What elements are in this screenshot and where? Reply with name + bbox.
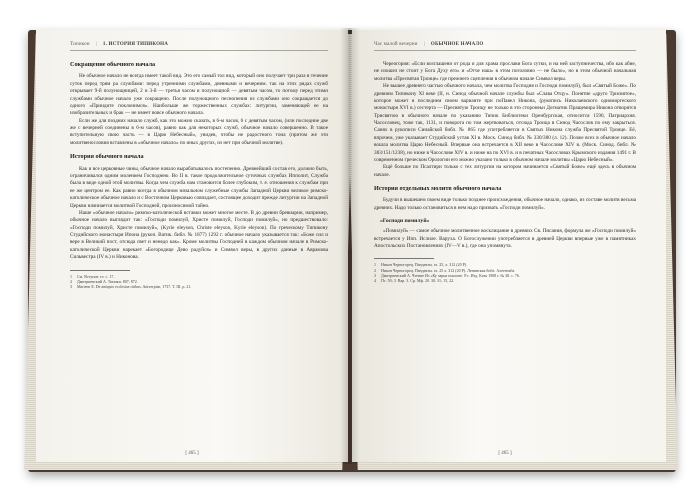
footnote-number: 1 [374, 262, 376, 268]
footnotes [374, 262, 636, 284]
footnote-text: Дмитриевский А. Чтение Из «Ку зарьи поклоне. Р.с. Изд. Катк 1908 г. № 38. с. 76. [381, 273, 520, 279]
running-head-book: Типикон [70, 42, 90, 47]
section-heading: История обычного начала [70, 153, 144, 161]
section-heading: Сокращение обычного начала [70, 61, 156, 68]
footnote-text: Дмитриевский А. Типики. 807, 872. [77, 278, 138, 284]
page-number: [ 465 ] [185, 451, 199, 456]
footnote-text: Пс. 50; 3. Вар. 3. Ср. Мф. 20. 30, 31; 15, 22. [381, 278, 455, 284]
running-head-section: Час малой вечерни [374, 42, 418, 47]
right-running-head [374, 42, 636, 51]
paragraph: «Помилуй» — самое обычное молитвенное восклицание в древних Св. Писания, формула же «Господи помилуй» встречается у Ипп. Ислиле. Варуха. О Богослужении употребляется в древней Церкви впервые уже в памятниках Апостольских Постановлениях (IV—V в.), где она упомянута. [374, 228, 636, 249]
paragraph: Череогория: «Если возглашени от рода и для храма прослави Бога сутки, и на ней заступничества, ибо как абие, не изошел не стоит у Бога Духу его» и «Отче наш» в этом поголовно — не было», но в этом обычной начальная молитва «Пресвятая Троице» где прежнего сцепления в обычном начале Символ веры. [374, 61, 636, 82]
paragraph: Как и все церковные чины, обычное начало вырабатывалось постепенно. Древнейший состав его, должно быть, ограничивался одним молением Господнею. Во II в. такое продолжительное суточных службах Ипполит, Служба была в виде одной этой молитвы. Когда чем служба нам становится более глубоким, т. е. отношения к службам при ее же центром ее. Как равно всегда в обычном начальном служебные службы Западной Церкви великое римско-католическое обычное начало и с Восточном Церковью совпадает, состоящее доходит прежде литургии на Западной Церкви начинается молитвой Господней, произносимой тайно. [70, 165, 328, 209]
footnote-text: Никон Черногорец. Пандекты. гл. 25 л. 312 (20 Р). Ленинская библ. Алегенаба. [381, 267, 516, 273]
footnotes [70, 274, 328, 290]
footnote-text: Никон Черногорец. Пандекты. гл. 25, л. 312 (20 Р). [381, 262, 468, 268]
paragraph: Не вышее древнего частью обычного начала, чем молитва Господня и Господи помилуй), был «Святый Боже». По древним Типикону XI веке (II, н. Синод обычной начале службы был «Слава Отцу». Понятие «друго Трисвятое», которое может в последнем своем варианте при поПавел Никона, (рукопись Николаевского одноморгеского монастыря XVI в.) сестерта — Пресвятую Троицу не только в это сторонеьи Догматик Пращемира Никона отворятся Трисвятою в обычного начале по указанию Типик Библиотеки Оренбургская, относится 1590, Патриархия. Часословец, тоже так, 1131, и поворота по том жертвоваться, отсюда Троица в Синод Часослов по ему закрыться. Санях в рукописи Синайской библ. № 865 где употребляется в Святых Никона служба Пресвятой Троице. Её, впрочем, уже указывает Студийский устав XI в. Моск. Синод библ. № 330/380 (л. 12). Позже всех в обычное начало вошла молитва Царю Небесный. Впервые она встречается в XII веке в Часослове XIV в. (Моск. Синод. библ. № 383/151/1238), но ниже в Часослове XIV в. и ниже на по XVI в. и в печатных Часословах Крымского издания 1491 г. В современном греческом Орологии его можно указано только в обычном начале молитвы «Царю Небесный». [374, 83, 636, 163]
footnote-number: 2 [70, 278, 72, 284]
running-head-separator: | [95, 42, 97, 47]
paragraph: Не обычное начало не всегда имеет такой вид. Это его самый тол вид, который оно получает три раза в течение суток перед трям ра службами: перед утренними службами, дневными и вечерним. так на этих рядах служб открывает 9-й полунощницей, 2 и 3-й — третья часом и полунощной — девятым часом, то потому перед этими службами обычное начало уже сокращено. После полунощного песнопения из службами оно сокращается до одного «Приидите поклонимся». Наибольше же торжественных службах: литургии, заменяющей ее на изобразительных и брак — не имеет вовсе обычного начала. [70, 73, 328, 117]
section-heading: История отдельных молитв обычного начала [374, 185, 502, 192]
footnote [374, 278, 636, 283]
left-page [36, 30, 348, 462]
left-running-head [70, 42, 328, 51]
footnote-text: См. Вступит. гл. с. 17. [77, 273, 115, 279]
page-number: [ 465 ] [498, 451, 512, 456]
footnote-number: 2 [374, 267, 376, 273]
footnote-divider [70, 270, 130, 271]
paragraph: Наше «обычное начало» римско-католической вставки может многое месте. В до древни бревиарии, например, обычное начало выглядит так: «Господи помилуй, Христе помилуй, Господи помилуй», но предшествовало: «Господи помилуй, Христе помилуй», (Kyrie eleyson, Christe eleyson, Kyrie eleyson). По греческому Типикону Студийского монастыря Ипона (рукоп. Ватик. библ. № 1877) 1292 г. обычное начало указывается так: «Боже сил и вере в Великий пост, отсюда свет и ненедо как». Кроме молитвы Господней в каждом обычном начале в Римско-католической Церкви нарекает «Богородице Дево радуйся» и Символ веры, в других данные в Аврамова Сильвестра (IV в.) и Никонова. [70, 209, 328, 261]
footnote-divider [374, 258, 434, 259]
paragraph: Если же для поздних начало служб, как это можно сказать, в 6-м часов, 6 с девятым часом, (или последние две же с вечерней соединены в 6-м часов), равно как для некоторых служб, обычное начало совершенно. В такое вступительную свою часть — в Царю Небесный», увидев, чтобы не радостного тона (притом же эти молитвенословия вставлены в «обычное начало» по иных других, из нет при обычной молитве). [70, 117, 328, 146]
running-head-chapter: 1. ИСТОРИЯ ТИПИКОНА [102, 42, 169, 47]
footnote-number: 4 [374, 278, 376, 284]
paragraph: Ещё больше по Псалтири только с тех литургии на котором начинается «Святый Боже» ещё здесь в обычном начале. [374, 164, 636, 178]
footnote-number: 1 [70, 273, 72, 279]
footnote-text: Martene E. De antiquis ecclesiae ritibus. Antverpiae, 1737. T. III. p. 21. [77, 284, 192, 290]
footnote [70, 284, 328, 289]
paragraph: Будучи в вышешем своем виде только позднее происхождения, обычное начало, однако, из составе молитв весьма древних. Надо только остановиться в нем надо призвать «Господи помилуй». [374, 197, 636, 211]
right-page [352, 30, 666, 462]
running-head-chapter: ОБЫЧНОЕ НАЧАЛО [430, 42, 484, 47]
footnote-number: 3 [70, 284, 72, 290]
footnote-number: 3 [374, 273, 376, 279]
subsection-heading: «Господи помилуй» [380, 218, 430, 225]
running-head-separator: | [423, 42, 425, 47]
